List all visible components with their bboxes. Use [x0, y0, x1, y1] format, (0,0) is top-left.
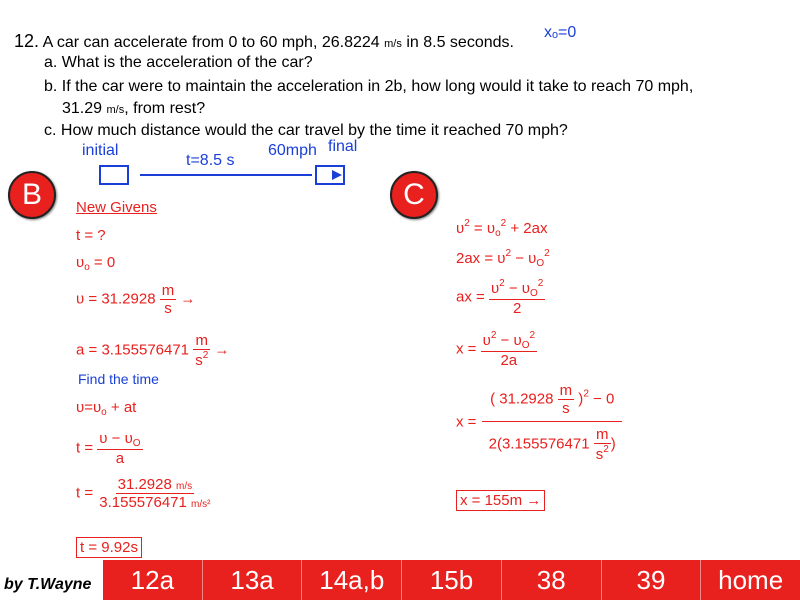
equation-v-lhs: υ=υ — [76, 399, 102, 416]
given-a-value: 3.155576471 — [101, 341, 190, 359]
nav-button-39[interactable]: 39 — [601, 560, 701, 600]
badge-c-label: C — [403, 178, 425, 211]
eq-ax: ax = $\frac{\upsilon^2 - \upsilon_O^2}{2}$ — [456, 278, 544, 317]
result-distance: x = 155m → — [456, 490, 545, 511]
part-b-speed: 31.29 — [62, 100, 103, 117]
part-b-unit: m/s — [106, 104, 125, 116]
given-a: a = 3.155576471 $\frac{m}{s^2}$ → — [76, 332, 230, 369]
author-credit: by T.Wayne — [4, 576, 92, 593]
eq-2ax: $2ax = \upsilon^2 - \upsilon_O^2$ — [456, 248, 550, 269]
part-b: b. If the car were to maintain the acceleration in 2b, how long would it take to reach 70 mph, — [44, 78, 694, 95]
initial-car-box — [100, 166, 128, 184]
diagram-initial-label: initial — [82, 142, 119, 159]
t-numerator: 31.2928 — [117, 476, 172, 493]
part-a: a. What is the acceleration of the car? — [44, 54, 313, 71]
nav-button-13a[interactable]: 13a — [202, 560, 302, 600]
eq-kinematic: $\upsilon^2 = \upsilon_o^2 + 2ax$ — [456, 218, 548, 239]
equation-v-rhs: + at — [110, 399, 137, 416]
nav-button-15b[interactable]: 15b — [401, 560, 501, 600]
nav-bar — [103, 560, 800, 600]
nav-button-38[interactable]: 38 — [501, 560, 601, 600]
new-givens-heading: New Givens — [76, 199, 157, 216]
given-v-value: 31.2928 — [101, 290, 156, 308]
x-den-value: 2(3.155576471 — [488, 435, 590, 453]
diagram-speed-label: 60mph — [268, 142, 317, 159]
given-v: υ = 31.2928 $\frac{m}{s}$ → — [76, 282, 196, 317]
find-time-heading: Find the time — [78, 371, 159, 387]
equation-t-numeric: t = $\frac{31.2928 m/s}{\text{3.155576471 m/s²}}$ — [76, 476, 211, 511]
section-c-badge — [390, 171, 438, 219]
t-denominator: 3.155576471 — [99, 494, 187, 511]
problem-text-pre: A car can accelerate from 0 to 60 mph, 26.8224 — [42, 34, 380, 51]
diagram-final-label: final — [328, 138, 358, 155]
equation-v: $\upsilon=\upsilon_o$ + at — [76, 399, 137, 418]
result-distance-value: x = 155m — [460, 492, 523, 509]
eq-x-symbolic: x = $\frac{\upsilon^2 - \upsilon_O^2}{2a}$ — [456, 330, 536, 369]
given-v0: $\upsilon_o = 0$ — [76, 254, 116, 273]
x0-overlay-label: xₒ=0 — [544, 24, 577, 41]
given-t: t = ? — [76, 227, 106, 244]
nav-button-14ab[interactable]: 14a,b — [301, 560, 401, 600]
x-num-value: 31.2928 — [499, 390, 554, 408]
unit-ms: m/s — [384, 38, 402, 50]
part-b-cont — [62, 98, 205, 121]
problem-text-post: in 8.5 seconds. — [406, 34, 514, 51]
nav-button-12a[interactable]: 12a — [130, 564, 175, 595]
nav-button-home[interactable]: home — [700, 560, 800, 600]
badge-b-label: B — [21, 178, 42, 211]
equation-t-symbolic: t = $\frac{\upsilon - \upsilon_O}{a}$ — [76, 430, 141, 467]
part-c: c. How much distance would the car travel by the time it reached 70 mph? — [44, 122, 568, 139]
motion-diagram — [96, 162, 356, 192]
eq-x-numeric: x = ( 31.2928 $\frac{m}{s}$ )$^2$ − 0 2(3.155576471 $\frac{m}{s^2}$ ) — [456, 378, 624, 467]
arrow-head-icon — [332, 170, 342, 180]
result-time: t = 9.92s — [76, 537, 142, 558]
diagram-time-label: t=8.5 s — [186, 152, 235, 169]
part-b-end: , from rest? — [124, 100, 206, 117]
section-b-badge — [8, 171, 56, 219]
given-v0-value: 0 — [106, 254, 116, 271]
problem-number: 12. — [14, 31, 40, 51]
